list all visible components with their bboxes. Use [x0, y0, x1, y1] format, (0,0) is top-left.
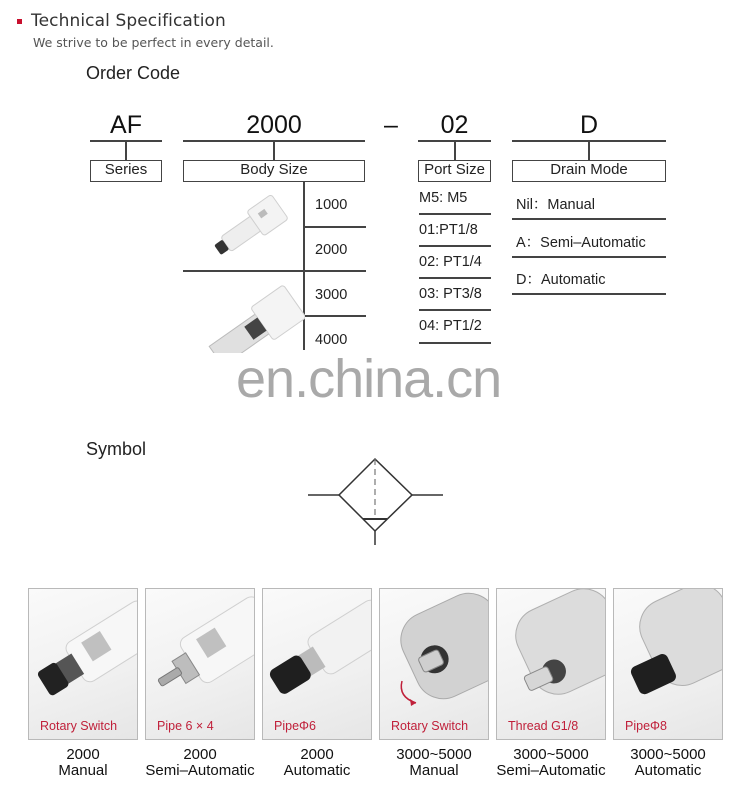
connector [588, 140, 590, 160]
variant-mode: Automatic [283, 762, 351, 779]
variant-label: Thread G1/8 [508, 719, 579, 733]
header-bullet [17, 19, 22, 24]
variant-size: 2000 [300, 746, 334, 763]
label-body-size: Body Size [183, 160, 365, 182]
connector [125, 140, 127, 160]
watermark: en.china.cn [236, 349, 502, 409]
page-title: Technical Specification [31, 11, 226, 31]
thread-g18-image [497, 589, 606, 719]
divider [419, 342, 491, 344]
order-code-title: Order Code [86, 63, 181, 83]
divider [512, 293, 666, 295]
variant-card [379, 588, 489, 740]
label-series: Series [90, 160, 162, 182]
code-port-size: 02 [440, 111, 469, 139]
port-size-option: M5: M5 [419, 190, 468, 206]
variant-caption [23, 747, 143, 779]
variant-size: 3000~5000 [396, 746, 472, 763]
variant-mode: Manual [409, 762, 459, 779]
divider [304, 226, 366, 228]
symbol-title: Symbol [86, 439, 147, 459]
connector [273, 140, 275, 160]
variant-card [28, 588, 138, 740]
variant-mode: Semi–Automatic [496, 762, 606, 779]
port-size-option: 02: PT1/4 [419, 254, 482, 270]
variant-size: 2000 [66, 746, 100, 763]
port-size-option: 04: PT1/2 [419, 318, 482, 334]
variant-size: 2000 [183, 746, 217, 763]
port-size-option: 03: PT3/8 [419, 286, 482, 302]
connector [454, 140, 456, 160]
divider [512, 218, 666, 220]
variant-caption [257, 747, 377, 779]
variant-label: PipeΦ8 [625, 719, 667, 733]
label-drain-mode: Drain Mode [512, 160, 666, 182]
divider [419, 277, 491, 279]
divider [512, 256, 666, 258]
variant-mode: Automatic [634, 762, 702, 779]
variant-label: PipeΦ6 [274, 719, 316, 733]
divider [419, 213, 491, 215]
divider [419, 309, 491, 311]
code-body-size: 2000 [246, 111, 302, 139]
drain-mode-option: Nil：Manual [516, 197, 595, 213]
rotary-switch-clear-image [29, 589, 138, 719]
pipe-phi8-image [614, 589, 723, 719]
body-size-option: 4000 [315, 332, 348, 348]
label-port-size: Port Size [418, 160, 491, 182]
variant-caption [374, 747, 494, 779]
filter-large-image [205, 283, 305, 353]
variant-label: Pipe 6 × 4 [157, 719, 214, 733]
code-dash: – [384, 111, 398, 139]
code-drain-mode: D [579, 111, 599, 139]
variant-card [145, 588, 255, 740]
variant-label: Rotary Switch [40, 719, 118, 733]
variant-size: 3000~5000 [513, 746, 589, 763]
rotary-switch-metal-image [380, 589, 489, 719]
variant-label: Rotary Switch [391, 719, 469, 733]
drain-mode-option: A：Semi–Automatic [516, 235, 646, 251]
variant-card [262, 588, 372, 740]
variant-caption [491, 747, 611, 779]
pipe-6x4-image [146, 589, 255, 719]
body-size-option: 1000 [315, 197, 348, 213]
variant-caption [608, 747, 728, 779]
variant-card [496, 588, 606, 740]
variant-mode: Semi–Automatic [145, 762, 255, 779]
filter-small-image [205, 190, 295, 260]
variant-card [613, 588, 723, 740]
body-size-option: 3000 [315, 287, 348, 303]
page-subtitle: We strive to be perfect in every detail. [33, 35, 274, 50]
variant-caption [140, 747, 260, 779]
port-size-option: 01:PT1/8 [419, 222, 478, 238]
divider [419, 245, 491, 247]
filter-symbol-icon [305, 455, 445, 547]
divider [183, 270, 366, 272]
variant-size: 3000~5000 [630, 746, 706, 763]
drain-mode-option: D：Automatic [516, 272, 606, 288]
variant-mode: Manual [58, 762, 108, 779]
code-series: AF [110, 111, 142, 139]
pipe-phi6-image [263, 589, 372, 719]
body-size-option: 2000 [315, 242, 348, 258]
divider [304, 315, 366, 317]
